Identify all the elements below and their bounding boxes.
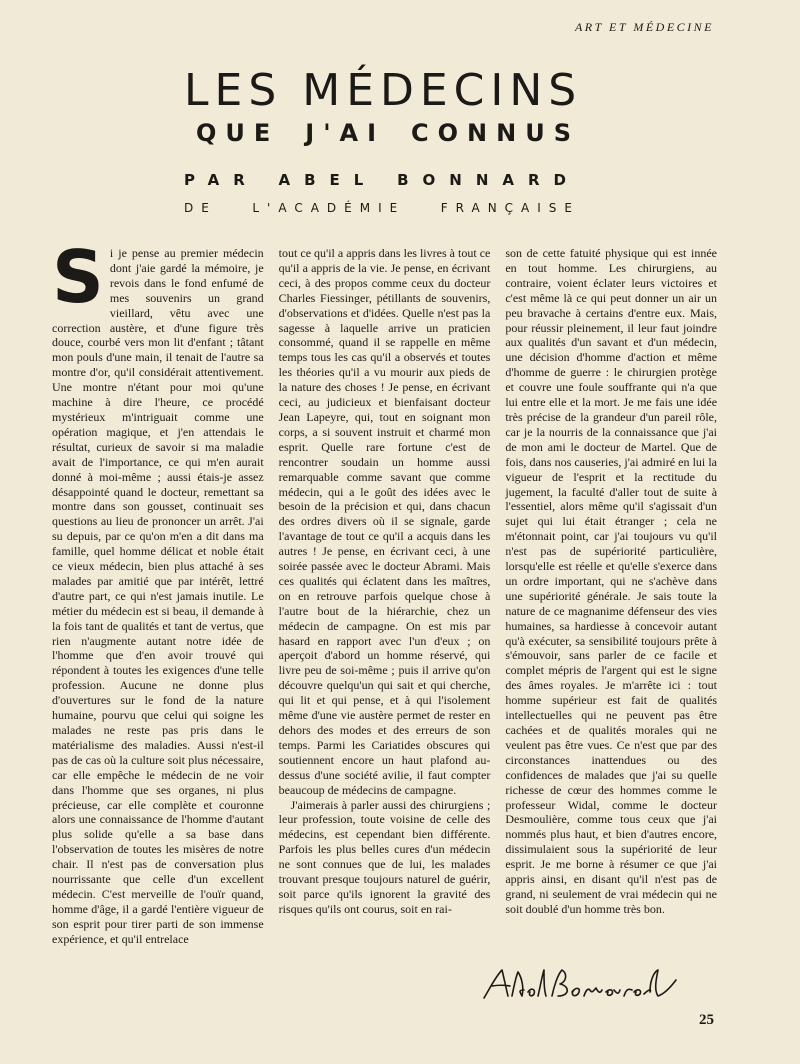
author-signature bbox=[478, 966, 683, 1002]
byline: PAR ABEL BONNARD bbox=[184, 171, 580, 189]
column-1 bbox=[52, 235, 264, 966]
article-title: LES MÉDECINS bbox=[184, 65, 583, 116]
title-block bbox=[184, 65, 583, 216]
paragraph: J'aimerais à parler aussi des chirurgiens ; leur profession, toute voisine de celle des médecins, est cependant bien différente. Parfois les plus belles cures d'un médecin ne sont connues que de lui, les malades trouvant presque toujours naturel de guérir, soit parce qu'ils ignorent la gravité des risques qu'ils ont courus, soit en rai- bbox=[278, 797, 491, 916]
paragraph-text: i je pense au premier médecin dont j'aie gardé la mémoire, je revois dans le fond enfumé de mes souvenirs un grand vieillard, vêtu avec une correction austère, et d'une figure très douce, courbé vers mon lit d'enfant ; tâtant mon pouls d'une main, il tenait de l'autre sa montre d'or, qu'il considérait attentivement. Une montre n'étant pour moi qu'une machine à dire l'heure, ce procédé mystérieux m'intriguait comme une opération magique, et j'en attendais le résultat, curieux de savoir si ma maladie avait de l'importance, ce qui m'en aurait donné à moi-même ; aussi étais-je assez désappointé quand le docteur, remettant sa montre dans son gousset, continuait ses questions au lieu de prononcer un arrêt. J'ai su depuis, par ce qu'on m'en a dit dans ma famille, quel homme délicat et noble était ce vieux médecin, bien plus attaché à ses malades par amitié que par intérêt, lettré d'autre part, ce qui n'est jamais inutile. Le métier du médecin est si beau, il demande à la fois tant de qualités et tant de vertus, que rien n'augmente autant notre idée de l'homme que d'en avoir trouvé qui répondent à toutes les exigences d'une telle profession. Aucune ne donne plus d'ouvertures sur le fond de la nature humaine, pourvu que celui qui soigne les malades ne reste pas pris dans le matérialisme des maladies. Aussi n'est-il pas de cas où la culture soit plus nécessaire, car elle empêche le médecin de ne voir dans l'homme que ses organes, ni plus précieuse, car elle complète et couronne alors une connaissance de l'homme d'autant plus solide qu'elle a sa base dans l'observation de toutes les misères de notre chair. Il n'est pas de conversation plus nourrissante que celle d'un excellent médecin. C'est merveille de l'ouïr quand, homme d'âge, il a gardé l'entière vigueur de son esprit pour tirer parti de son immense expérience, et qu'il entrelace bbox=[52, 246, 264, 946]
paragraph bbox=[52, 235, 264, 947]
page-number: 25 bbox=[699, 1012, 714, 1028]
column-2 bbox=[279, 246, 491, 966]
paragraph: tout ce qu'il a appris dans les livres à tout ce qu'il a appris de la vie. Je pense, en écrivant ceci, à des propos comme ceux du docteur Charles Fiessinger, pétillants de souvenirs, d'observations et d'idées. Quelle n'est pas la sagesse à laquelle arrive un praticien consommé, quand il se rappelle en même temps tous les cas qu'il a observés et toutes les théories qu'il a vu mourir aux pieds de la nature des choses ! Je pense, en écrivant ceci, au judicieux et bienfaisant docteur Jean Lapeyre, qui, tout en soignant mon corps, a si souvent instruit et charmé mon esprit. Quelle rare fortune c'est de rencontrer soudain un homme aussi remarquable comme savant que comme médecin, qui a le goût des idées avec le besoin de la précision et qui, dans chacun des ordres divers où il se signale, garde l'avantage de tout ce qu'il a acquis dans les autres ! Je pense, en écrivant ceci, à une soirée passée avec le docteur Abrami. Mais ces qualités qui éclatent dans les maîtres, on en retrouve parfois quelque chose à l'autre bout de la hiérarchie, chez un médecin de campagne. On est mis par hasard en rapport avec l'un d'eux ; on aperçoit d'abord un homme réservé, qui livre peu de soi-même ; puis il arrive qu'on découvre quelqu'un qui sait et qui cherche, qui lit et qui pense, et à qui l'isolement même d'une vie austère permet de rester en dehors des modes et des erreurs de son temps. Parmi les Cariatides obscures qui soutiennent encore un haut plafond au-dessus d'une société avilie, il faut compter beaucoup de médecins de campagne. bbox=[278, 246, 491, 797]
running-head: ART ET MÉDECINE bbox=[574, 20, 714, 34]
column-3 bbox=[505, 246, 717, 966]
article-body bbox=[52, 235, 718, 966]
drop-cap: S bbox=[52, 235, 104, 319]
article-subtitle: QUE J'AI CONNUS bbox=[196, 119, 580, 147]
author-affiliation: DE L'ACADÉMIE FRANÇAISE bbox=[184, 201, 580, 215]
paragraph: son de cette fatuité physique qui est innée en tout homme. Les chirurgiens, au contraire, voient éclater leurs victoires et c'est même là ce qui peut donner un air un peu bravache à certains d'entre eux. Mais, pour réussir pleinement, il leur faut joindre aux qualités d'un savant et d'un médecin, une décision d'homme d'action et même d'homme de guerre : le chirurgien protège et couvre une foule souffrante qui n'a que lui entre elle et la mort. Je me fais une idée très précise de la grandeur d'un pareil rôle, car je la nourris de la connaissance que j'ai de mon ami le docteur de Martel. Que de fois, dans nos causeries, j'ai admiré en lui la vigueur de l'esprit et la rectitude du jugement, la faculté d'aller tout de suite à l'essentiel, alors même qu'il s'agissait d'un sujet qui lui était étranger ; cela ne m'étonnait point, car j'ai toujours vu qu'il n'est pas de supériorité particulière, lorsqu'elle est réelle et qu'elle s'exerce dans un ordre important, qui ne s'achève dans une supériorité générale. Je sais toute la nature de ce magnanime défenseur des vies humaines, sa hardiesse à concevoir autant qu'à exécuter, sa sensibilité toujours prête à s'émouvoir, sans parler de ce facile et complet mépris de l'argent qui est le signe des âmes royales. Je m'arrête ici : tout homme supérieur est fait de qualités intellectuelles qui ne peuvent pas être cachées et de qualités morales qui ne veulent pas être vues. Ce n'est que par des circonstances inattendues ou des confidences de malades que j'ai su quelle richesse de cœur des hommes comme le professeur Widal, comme le docteur Desmoulière, comme tous ceux que j'ai nommés plus haut, et bien d'autres encore, dissimulaient sous la supériorité de leur esprit. Je me borne à résumer ce que j'ai appris ainsi, en disant qu'il n'est pas de grand, ni seulement de vrai médecin qui ne soit doublé d'un homme très bon. bbox=[505, 246, 718, 916]
